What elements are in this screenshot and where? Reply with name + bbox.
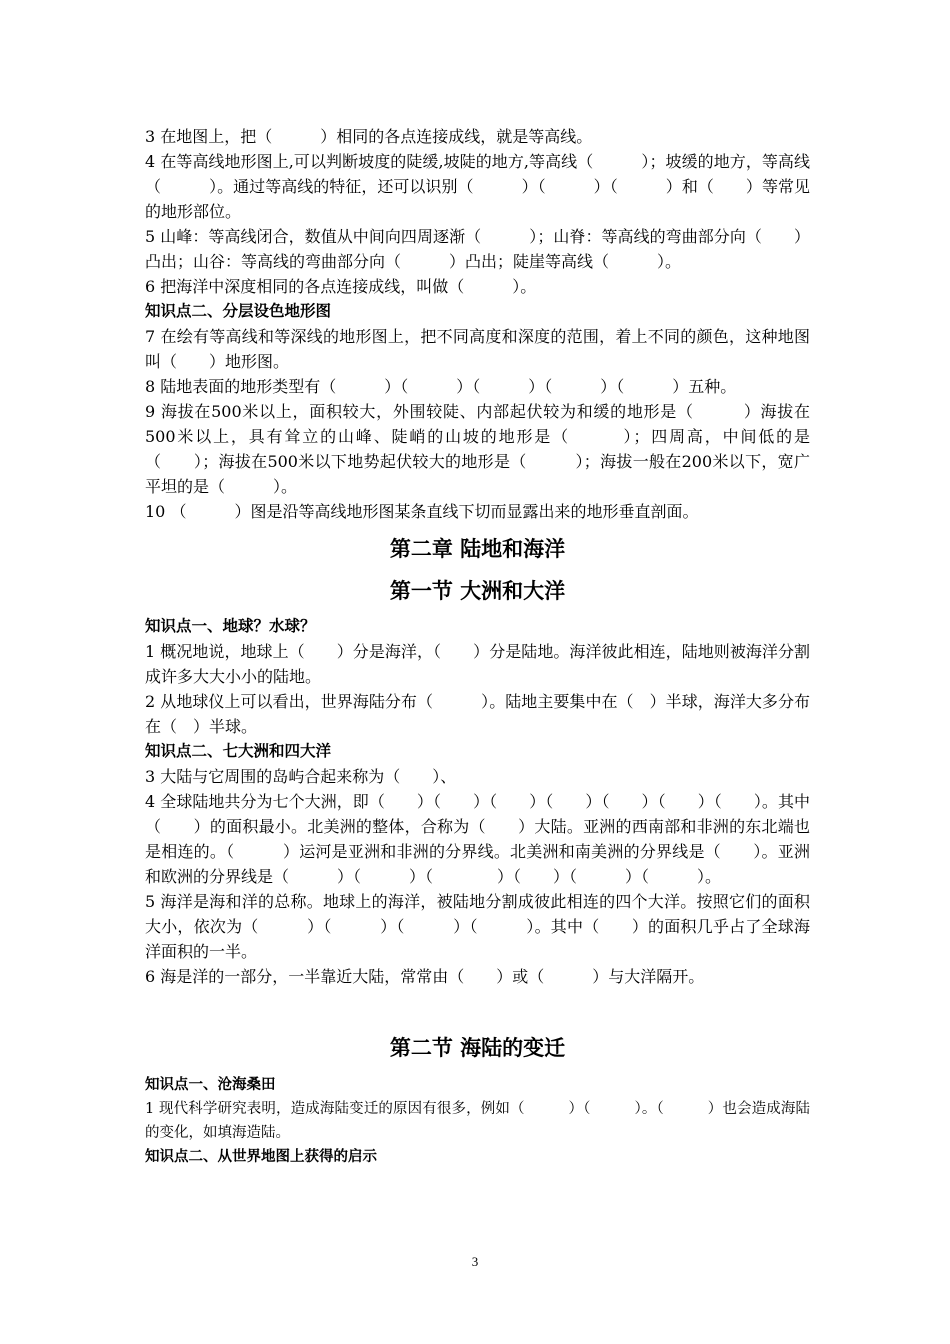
question-8-terrain-types: 8 陆地表面的地形类型有（ ）（ ）（ ）（ ）（ ）五种。 [145, 377, 737, 396]
knowledge-point-continents-oceans: 知识点二、七大洲和四大洋 [145, 742, 332, 760]
knowledge-point-earth-water: 知识点一、地球？水球？ [145, 617, 316, 635]
question-3-contour: 3 在地图上，把（ ）相同的各点连接成线，就是等高线。 [145, 127, 593, 146]
section-2-title: 第二节 海陆的变迁 [389, 1036, 566, 1060]
question-2-distribution: 2 从地球仪上可以看出，世界海陆分布（ ）。陆地主要集中在（ ）半球，海洋大多分布在（ ）半球。 [145, 692, 810, 736]
knowledge-point-layered-map: 知识点二、分层设色地形图 [145, 302, 332, 320]
page-content [145, 124, 810, 1169]
question-10-profile: 10 （ ）图是沿等高线地形图某条直线下切而显露出来的地形垂直剖面。 [145, 502, 699, 521]
question-5-landforms: 5 山峰：等高线闭合，数值从中间向四周逐渐（ ）；山脊：等高线的弯曲部分向（ ）凸出；山谷：等高线的弯曲部分向（ ）凸出；陡崖等高线（ ）。 [145, 227, 810, 271]
question-7-layered-color: 7 在绘有等高线和等深线的地形图上，把不同高度和深度的范围，着上不同的颜色，这种地图叫（ ）地形图。 [145, 327, 810, 371]
question-5-four-oceans: 5 海洋是海和洋的总称。地球上的海洋，被陆地分割成彼此相连的四个大洋。按照它们的面积大小，依次为（ ）（ ）（ ）（ ）。其中（ ）的面积几乎占了全球海洋面积的一半。 [145, 892, 810, 961]
chapter-title: 第二章 陆地和海洋 [389, 537, 566, 561]
question-4-slope: 4 在等高线地形图上,可以判断坡度的陡缓,坡陡的地方,等高线（ ）；坡缓的地方，等高线（ ）。通过等高线的特征，还可以识别（ ）（ ）（ ）和（ ）等常见的地形部位。 [145, 152, 810, 221]
spacer [145, 989, 810, 1033]
question-6-isobath: 6 把海洋中深度相同的各点连接成线，叫做（ ）。 [145, 277, 537, 296]
section-1-title: 第一节 大洲和大洋 [389, 579, 566, 603]
knowledge-point-sea-land-change: 知识点一、沧海桑田 [145, 1077, 276, 1093]
page-number: 3 [471, 1254, 479, 1269]
knowledge-point-world-map: 知识点二、从世界地图上获得的启示 [145, 1149, 377, 1165]
question-4-seven-continents: 4 全球陆地共分为七个大洲，即（ ）（ ）（ ）（ ）（ ）（ ）（ ）。其中（ ）的面积最小。北美洲的整体，合称为（ ）大陆。亚洲的西南部和非洲的东北端也是相连的。（ ）运河是亚洲和非洲的分界线。北美洲和南美洲的分界线是（ ）。亚洲和欧洲的分界线是（ ）（ ）（ ）（ ）（ ）（ ）。 [145, 792, 810, 886]
question-1-land-sea-ratio: 1 概况地说，地球上（ ）分是海洋，（ ）分是陆地。海洋彼此相连，陆地则被海洋分割成许多大大小小的陆地。 [145, 642, 810, 686]
question-9-terrain-definitions: 9 海拔在500米以上，面积较大，外围较陡、内部起伏较为和缓的地形是（ ）海拔在500米以上，具有耸立的山峰、陡峭的山坡的地形是（ ）；四周高，中间低的是（ ）；海拔在500米以下地势起伏较大的地形是（ ）；海拔一般在200米以下，宽广平坦的是（ ）。 [145, 402, 810, 496]
question-3-continent-definition: 3 大陆与它周围的岛屿合起来称为（ ）、 [145, 767, 457, 786]
question-6-seas: 6 海是洋的一部分，一半靠近大陆，常常由（ ）或（ ）与大洋隔开。 [145, 967, 705, 986]
question-1-causes: 1 现代科学研究表明，造成海陆变迁的原因有很多，例如（ ）（ ）。（ ）也会造成海陆的变化，如填海造陆。 [145, 1101, 810, 1141]
section-2-body [145, 1073, 810, 1169]
